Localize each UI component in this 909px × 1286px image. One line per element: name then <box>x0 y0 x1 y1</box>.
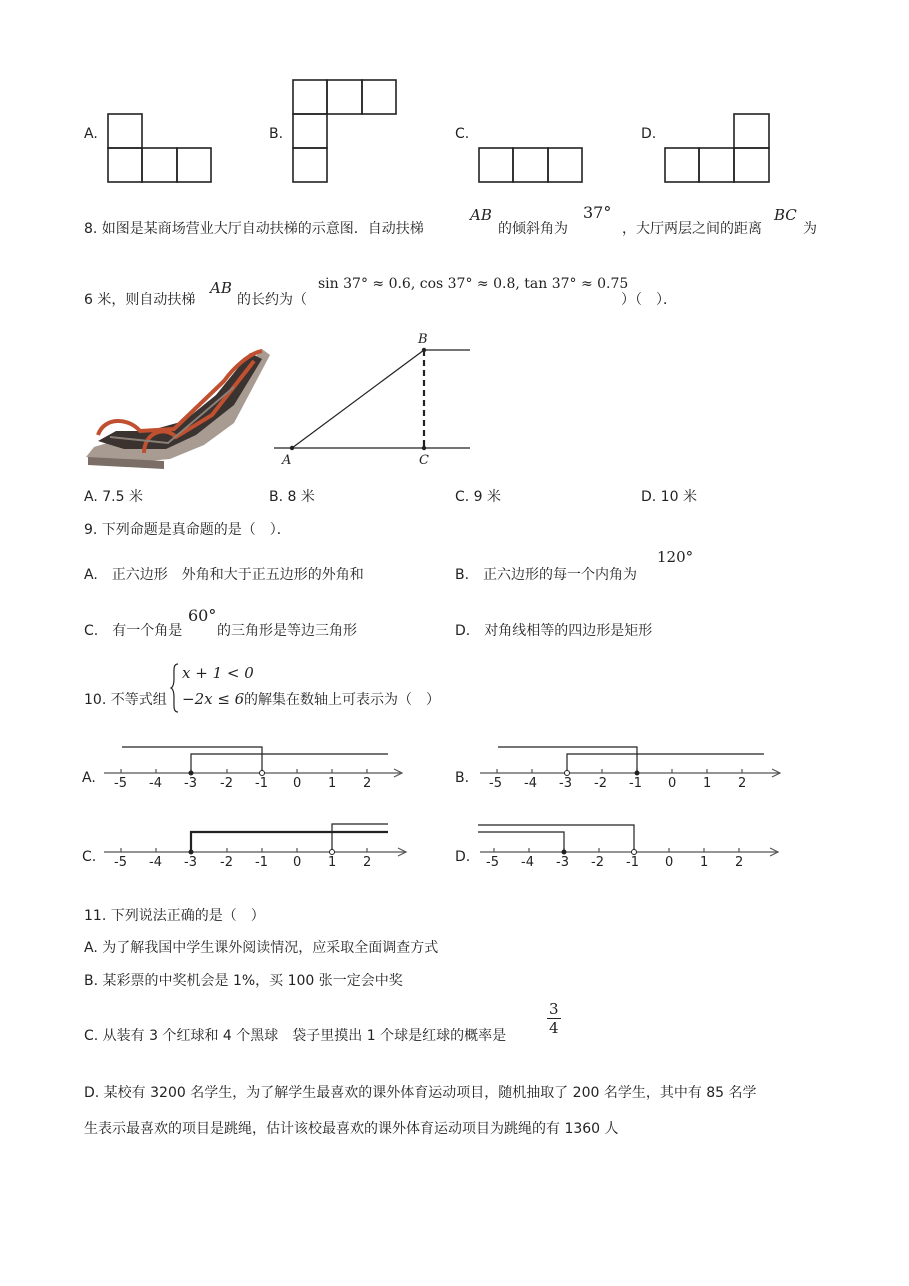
q7-option-b-figure <box>292 79 398 184</box>
q7-option-d-figure <box>664 113 771 184</box>
tick-label: 0 <box>293 776 302 791</box>
q8-line2-b: 的长约为（ <box>237 292 307 308</box>
escalator-photo <box>84 345 272 470</box>
q8-angle: 37° <box>583 203 612 222</box>
q10-inequality-2: −2x ≤ 6 <box>182 690 245 708</box>
tick-label: -4 <box>521 855 534 870</box>
tick-label: -4 <box>149 855 162 870</box>
tick-label: -1 <box>255 776 268 791</box>
q10-option-b-label: B. <box>455 770 470 786</box>
system-brace <box>170 662 180 714</box>
q7-option-c-label: C. <box>455 126 470 142</box>
tick-label: 2 <box>735 855 744 870</box>
q9-option-b-angle: 120° <box>657 548 694 566</box>
q8-line1-d: 为 <box>803 221 817 237</box>
q9-option-d: D. 对角线相等的四边形是矩形 <box>455 623 653 639</box>
q9-option-c-pre: C. 有一个角是 <box>84 623 183 639</box>
tick-label: -5 <box>486 855 499 870</box>
tick-label: -5 <box>114 776 127 791</box>
q8-line1-a: 8. 如图是某商场营业大厅自动扶梯的示意图．自动扶梯 <box>84 221 424 237</box>
q8-ab: AB <box>470 206 492 224</box>
q8-ab-2: AB <box>210 279 232 297</box>
fraction-numerator: 3 <box>549 1000 559 1018</box>
tick-label: -1 <box>629 776 642 791</box>
fraction-denominator: 4 <box>549 1019 559 1037</box>
escalator-diagram <box>270 330 475 470</box>
tick-label: 0 <box>293 855 302 870</box>
tick-label: -5 <box>114 855 127 870</box>
q7-option-c-figure <box>478 147 584 184</box>
tick-label: -2 <box>591 855 604 870</box>
q11-stem: 11. 下列说法正确的是（ ） <box>84 908 265 924</box>
tick-label: 2 <box>363 855 372 870</box>
q7-option-a-label: A. <box>84 126 98 142</box>
tick-label: 0 <box>668 776 677 791</box>
q11-option-d-line2: 生表示最喜欢的项目是跳绳，估计该校最喜欢的课外体育运动项目为跳绳的有 1360 人 <box>84 1121 619 1137</box>
q10-option-a-label: A. <box>82 770 96 786</box>
q11-option-b: B. 某彩票的中奖机会是 1%，买 100 张一定会中奖 <box>84 973 403 989</box>
point-a-label: A <box>282 453 292 468</box>
q9-stem: 9. 下列命题是真命题的是（ ）． <box>84 522 291 538</box>
point-b-label: B <box>418 332 428 347</box>
q11-probability-fraction <box>547 1000 561 1037</box>
tick-label: 1 <box>703 776 712 791</box>
q7-option-a-figure <box>107 113 213 184</box>
tick-label: 2 <box>738 776 747 791</box>
q8-line1-c: ，大厅两层之间的距离 <box>622 221 762 237</box>
q8-option-a: A. 7.5 米 <box>84 489 143 505</box>
tick-label: -3 <box>184 776 197 791</box>
q11-option-d-line1: D. 某校有 3200 名学生，为了解学生最喜欢的课外体育运动项目，随机抽取了 200 名学生，其中有 85 名学 <box>84 1085 757 1101</box>
tick-label: -1 <box>255 855 268 870</box>
q9-option-b: B. 正六边形的每一个内角为 <box>455 567 638 583</box>
q8-line1-b: 的倾斜角为 <box>498 221 568 237</box>
tick-label: -3 <box>556 855 569 870</box>
tick-label: -2 <box>220 776 233 791</box>
tick-label: 1 <box>328 776 337 791</box>
q8-line2-a: 6 米，则自动扶梯 <box>84 292 196 308</box>
q10-stem-post: 的解集在数轴上可表示为（ ） <box>244 692 440 708</box>
q11-option-c: C. 从装有 3 个红球和 4 个黑球 袋子里摸出 1 个球是红球的概率是 <box>84 1028 507 1044</box>
q10-inequality-1: x + 1 < 0 <box>182 664 254 682</box>
q7-option-d-label: D. <box>641 126 657 142</box>
tick-label: -5 <box>489 776 502 791</box>
tick-label: -2 <box>594 776 607 791</box>
q8-trig: sin 37° ≈ 0.6, cos 37° ≈ 0.8, tan 37° ≈ 0.75 <box>318 276 629 292</box>
tick-label: 1 <box>328 855 337 870</box>
tick-label: 2 <box>363 776 372 791</box>
q8-bc: BC <box>774 206 797 224</box>
tick-label: -3 <box>184 855 197 870</box>
q10-option-c-label: C. <box>82 849 97 865</box>
tick-label: -2 <box>220 855 233 870</box>
q10-stem-pre: 10. 不等式组 <box>84 692 167 708</box>
q9-option-c-post: 的三角形是等边三角形 <box>217 623 357 639</box>
q8-option-d: D. 10 米 <box>641 489 697 505</box>
q9-option-c-angle: 60° <box>188 606 217 625</box>
q7-option-b-label: B. <box>269 126 284 142</box>
tick-label: 0 <box>665 855 674 870</box>
q8-option-c: C. 9 米 <box>455 489 502 505</box>
tick-label: -3 <box>559 776 572 791</box>
q8-line2-c: ）（ ）． <box>621 292 677 308</box>
tick-label: 1 <box>700 855 709 870</box>
q10-option-d-label: D. <box>455 849 471 865</box>
tick-label: -4 <box>149 776 162 791</box>
q9-option-a: A. 正六边形 外角和大于正五边形的外角和 <box>84 567 364 583</box>
point-c-label: C <box>419 453 429 468</box>
tick-label: -1 <box>626 855 639 870</box>
tick-label: -4 <box>524 776 537 791</box>
q11-option-a: A. 为了解我国中学生课外阅读情况，应采取全面调查方式 <box>84 940 439 956</box>
q8-option-b: B. 8 米 <box>269 489 315 505</box>
